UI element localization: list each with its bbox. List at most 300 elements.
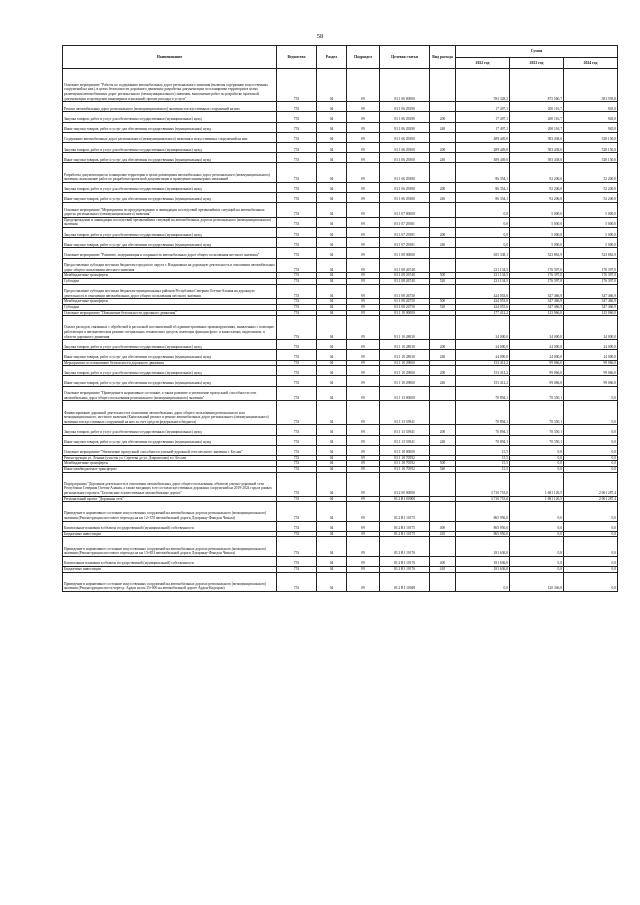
row-ved: 753 (277, 366, 317, 376)
row-sum-2022: 181 636,0 (456, 537, 510, 556)
row-expense-type: 240 (430, 122, 456, 132)
row-ved: 753 (277, 435, 317, 445)
row-sum-2022: 17 497,1 (456, 112, 510, 122)
row-sum-2022: 70 894,1 (456, 386, 510, 401)
row-podrazdel: 09 (347, 112, 380, 122)
table-row (63, 472, 618, 496)
row-razdel: 04 (317, 112, 347, 122)
row-sum-2023: 583 438,0 (510, 142, 564, 152)
row-ved: 753 (277, 228, 317, 238)
row-target-article: 03 1 08 26740 (380, 279, 430, 285)
table-row (63, 132, 618, 142)
header-name: Наименование (63, 46, 277, 69)
row-sum-2023: 70 350,1 (510, 386, 564, 401)
row-sum-2022: 0,0 (456, 217, 510, 227)
row-target-article: 03 2 R1 10176 (380, 567, 430, 573)
row-sum-2024: 945,0 (564, 112, 618, 122)
row-ved: 753 (277, 132, 317, 142)
row-expense-type (430, 102, 456, 112)
row-sum-2022: 15,5 (456, 455, 510, 461)
row-podrazdel: 09 (347, 340, 380, 350)
row-sum-2022: 231 134,5 (456, 258, 510, 273)
header-podrazdel: Подраздел (347, 46, 380, 69)
table-row (63, 112, 618, 122)
row-target-article: 03 1 06 00000 (380, 69, 430, 102)
row-sum-2022: 70 894,1 (456, 401, 510, 425)
row-sum-2023: 24 000,0 (510, 350, 564, 360)
row-podrazdel: 09 (347, 248, 380, 258)
row-razdel: 04 (317, 182, 347, 192)
row-name: Капитальные вложения в объекты государственной (муниципальной) собственности (63, 521, 277, 531)
row-sum-2023: 5 000,0 (510, 238, 564, 248)
row-sum-2024: 99 066,0 (564, 360, 618, 366)
row-razdel: 04 (317, 310, 347, 316)
table-row (63, 316, 618, 340)
row-expense-type (430, 284, 456, 299)
row-target-article: 03 1 10 29060 (380, 360, 430, 366)
row-ved: 753 (277, 203, 317, 218)
row-target-article: 03 1 07 29381 (380, 217, 430, 227)
table-row (63, 376, 618, 386)
row-sum-2024: 528 150,0 (564, 153, 618, 163)
row-target-article: 03 1 07 29381 (380, 238, 430, 248)
row-expense-type (430, 132, 456, 142)
row-target-article: 03 1 06 29290 (380, 102, 430, 112)
row-name: Закупка товаров, работ и услуг для обеспечения государственных (муниципальных) нужд (63, 340, 277, 350)
row-podrazdel: 09 (347, 472, 380, 496)
row-name: Реконструкция ул. Ленина (участок ул. Сергеева до ул. Дзарахохова) в г. Беслан (63, 455, 277, 461)
row-name: Приведение в нормативное состояние искусственных сооружений на автомобильных дорогах регионального (межмуниципального) значения (Реконструкция моста через р. Ардон на км 15+000 на автомобильной дороге Ардон-Кадгарон) (63, 572, 277, 591)
row-expense-type (430, 217, 456, 227)
header-sum: Сумма (456, 46, 618, 58)
row-sum-2024: 2 061 287,4 (564, 496, 618, 502)
row-expense-type (430, 386, 456, 401)
row-name: Закупка товаров, работ и услуг для обеспечения государственных (муниципальных) нужд (63, 425, 277, 435)
row-podrazdel: 09 (347, 310, 380, 316)
row-sum-2022: 15,5 (456, 445, 510, 455)
row-sum-2024: 176 397,0 (564, 273, 618, 279)
row-name: Межбюджетные трансферты (63, 461, 277, 467)
row-name: Иные закупки товаров, работ и услуг для обеспечения государственных (муниципальных) нужд (63, 435, 277, 445)
row-sum-2024: 0,0 (564, 502, 618, 521)
row-sum-2024: 0,0 (564, 531, 618, 537)
row-target-article: 03 1 07 29381 (380, 228, 430, 238)
row-ved: 753 (277, 537, 317, 556)
row-sum-2024: 523 863,9 (564, 248, 618, 258)
row-sum-2023: 523 863,9 (510, 248, 564, 258)
row-razdel: 04 (317, 163, 347, 182)
header-expense-type: Вид расхода (430, 46, 456, 69)
table-row (63, 340, 618, 350)
row-razdel: 04 (317, 572, 347, 591)
row-expense-type: 410 (430, 567, 456, 573)
table-row (63, 572, 618, 591)
row-sum-2022: 153 412,2 (456, 360, 510, 366)
table-row (63, 445, 618, 455)
row-sum-2022: 865 956,0 (456, 531, 510, 537)
row-target-article: 03 2 R1 10048 (380, 572, 430, 591)
row-expense-type (430, 502, 456, 521)
row-expense-type: 200 (430, 182, 456, 192)
row-expense-type: 500 (430, 461, 456, 467)
row-sum-2023: 0,0 (510, 556, 564, 566)
row-razdel: 04 (317, 445, 347, 455)
row-sum-2023: 0,0 (510, 521, 564, 531)
row-name: Основное мероприятие "Работы по содержанию автомобильных дорог регионального значения (включая содержание искусственных сооружений на них), в целях безопасности дорожного движения; разработка документации по планировке территории в целях размещения автомобильных дорог регионального (межмуниципального) значения, выполнение работ по разработке проектной документации и проведение инженерных изысканий; прочие расходы и услуги" (63, 69, 277, 102)
row-ved: 753 (277, 496, 317, 502)
row-sum-2024: 0,0 (564, 567, 618, 573)
row-sum-2022: 181 636,0 (456, 556, 510, 566)
row-razdel: 04 (317, 521, 347, 531)
row-razdel: 04 (317, 350, 347, 360)
row-sum-2024: 347 466,9 (564, 299, 618, 305)
row-sum-2024: 0,0 (564, 386, 618, 401)
row-ved: 753 (277, 299, 317, 305)
row-expense-type: 200 (430, 112, 456, 122)
row-expense-type: 240 (430, 192, 456, 202)
row-sum-2024: 0,0 (564, 467, 618, 473)
row-sum-2022: 655 338,1 (456, 248, 510, 258)
row-sum-2023: 70 350,1 (510, 401, 564, 425)
row-razdel: 04 (317, 472, 347, 496)
row-ved: 753 (277, 467, 317, 473)
row-razdel: 04 (317, 340, 347, 350)
row-sum-2024: 0,0 (564, 572, 618, 591)
row-podrazdel: 09 (347, 350, 380, 360)
row-ved: 753 (277, 122, 317, 132)
row-target-article: 03 2 R1 00000 (380, 496, 430, 502)
row-ved: 753 (277, 556, 317, 566)
row-sum-2023: 176 397,0 (510, 273, 564, 279)
row-expense-type: 400 (430, 556, 456, 566)
table-row (63, 386, 618, 401)
row-sum-2022: 70 894,1 (456, 435, 510, 445)
row-sum-2023: 176 397,0 (510, 279, 564, 285)
table-row (63, 228, 618, 238)
row-ved: 753 (277, 69, 317, 102)
row-podrazdel: 09 (347, 537, 380, 556)
table-row (63, 435, 618, 445)
row-razdel: 04 (317, 305, 347, 311)
row-sum-2024: 52 200,0 (564, 163, 618, 182)
row-razdel: 04 (317, 376, 347, 386)
header-target-article: Целевая статья (380, 46, 430, 69)
row-name: Оплата расходов, связанных с обработкой и рассылкой постановлений об административных правонарушениях, выявленных с помощью работающих в автоматическом режиме специальных технических средств, имеющих функции фото- и киносъемки, видеозаписи, в области дорожного движения (63, 316, 277, 340)
row-target-article: 03 1 13 53941 (380, 425, 430, 435)
row-name: Закупка товаров, работ и услуг для обеспечения государственных (муниципальных) нужд (63, 182, 277, 192)
table-row (63, 122, 618, 132)
row-target-article: 03 1 08 00000 (380, 248, 430, 258)
row-sum-2024: 528 150,0 (564, 132, 618, 142)
header-year-2022: 2022 год (456, 58, 510, 69)
row-target-article: 03 1 10 28030 (380, 350, 430, 360)
row-sum-2023: 70 350,1 (510, 425, 564, 435)
row-razdel: 04 (317, 279, 347, 285)
table-row (63, 192, 618, 202)
row-name: Предоставление субсидии местным бюджетам муниципальных районов Республики Северная Осетия-Алания на дорожную деятельность в отношении автомобильных дорог общего пользования местного значения (63, 284, 277, 299)
row-sum-2023: 123 066,0 (510, 310, 564, 316)
row-target-article: 03 1 06 29380 (380, 182, 430, 192)
row-sum-2024: 24 000,0 (564, 340, 618, 350)
table-row (63, 248, 618, 258)
row-sum-2024: 52 200,0 (564, 182, 618, 192)
row-razdel: 04 (317, 360, 347, 366)
row-expense-type (430, 69, 456, 102)
row-name: Предоставление субсидии местным бюджетам городского округа г. Владикавказ на дорожную деятельность в отношении автомобильных дорог общего пользования местного значения (63, 258, 277, 273)
row-podrazdel: 09 (347, 163, 380, 182)
row-expense-type (430, 248, 456, 258)
row-ved: 753 (277, 316, 317, 340)
row-name: Подпрограмма "Дорожная деятельность в отношении автомобильных дорог общего пользования, объектов улично-дорожной сети Республики Северная Осетия-Алания, а также входящих в ее состав искусственных дорожных сооружений на 2019-2024 годы в рамках регионального проекта "Безопасные и качественные автомобильные дороги" (63, 472, 277, 496)
table-row (63, 350, 618, 360)
row-podrazdel: 09 (347, 182, 380, 192)
row-podrazdel: 09 (347, 556, 380, 566)
row-sum-2024: 0,0 (564, 461, 618, 467)
row-razdel: 04 (317, 203, 347, 218)
header-razdel: Раздел (317, 46, 347, 69)
row-podrazdel: 09 (347, 386, 380, 401)
row-razdel: 04 (317, 496, 347, 502)
row-podrazdel: 09 (347, 153, 380, 163)
row-sum-2022: 231 134,5 (456, 279, 510, 285)
row-expense-type (430, 163, 456, 182)
row-target-article: 03 1 06 29380 (380, 163, 430, 182)
row-expense-type: 240 (430, 153, 456, 163)
row-target-article: 03 1 08 26750 (380, 305, 430, 311)
row-podrazdel: 09 (347, 122, 380, 132)
row-razdel: 04 (317, 273, 347, 279)
row-name: Мероприятия по повышению безопасности дорожного движения (63, 360, 277, 366)
row-razdel: 04 (317, 284, 347, 299)
row-podrazdel: 09 (347, 461, 380, 467)
header-ved: Ведомство (277, 46, 317, 69)
row-sum-2022: 424 053,6 (456, 305, 510, 311)
header-year-2023: 2023 год (510, 58, 564, 69)
row-sum-2023: 5 000,0 (510, 228, 564, 238)
row-sum-2022: 865 956,0 (456, 502, 510, 521)
row-razdel: 04 (317, 192, 347, 202)
row-sum-2023: 0,0 (510, 537, 564, 556)
table-row (63, 163, 618, 182)
row-name: Иные закупки товаров, работ и услуг для обеспечения государственных (муниципальных) нужд (63, 350, 277, 360)
row-sum-2022: 153 412,2 (456, 376, 510, 386)
row-ved: 753 (277, 112, 317, 122)
row-name: Разработка документации по планировке территории в целях размещения автомобильных дорог регионального (межмуниципального) значения, выполнение работ по разработке проектной документации и проведение инженерных изысканий (63, 163, 277, 182)
row-sum-2024: 347 466,9 (564, 284, 618, 299)
row-razdel: 04 (317, 425, 347, 435)
row-name: Субсидии (63, 305, 277, 311)
row-ved: 753 (277, 305, 317, 311)
row-sum-2023: 0,0 (510, 455, 564, 461)
row-name: Иные закупки товаров, работ и услуг для обеспечения государственных (муниципальных) нужд (63, 192, 277, 202)
table-row (63, 502, 618, 521)
table-row (63, 217, 618, 227)
row-name: Основное мероприятие "Развитие, модернизация и сохранность автомобильных дорог общего пользования местного значения" (63, 248, 277, 258)
row-podrazdel: 09 (347, 305, 380, 311)
row-podrazdel: 09 (347, 502, 380, 521)
row-podrazdel: 09 (347, 401, 380, 425)
row-target-article: 03 1 06 29300 (380, 132, 430, 142)
row-sum-2023: 99 066,0 (510, 376, 564, 386)
row-sum-2024: 5 000,0 (564, 228, 618, 238)
row-expense-type: 410 (430, 531, 456, 537)
row-sum-2023: 200 116,7 (510, 122, 564, 132)
table-row (63, 521, 618, 531)
row-name: Закупка товаров, работ и услуг для обеспечения государственных (муниципальных) нужд (63, 228, 277, 238)
row-sum-2022: 70 894,1 (456, 425, 510, 435)
row-razdel: 04 (317, 122, 347, 132)
row-sum-2024: 5 000,0 (564, 217, 618, 227)
row-razdel: 04 (317, 567, 347, 573)
row-name: Приведение в нормативное состояние искусственных сооружений на автомобильных дорогах регионального (межмуниципального) значения (Реконструкция мостового перехода на км 12+370 автомобильной дороги Дзуарикау-Фиагдон Чикола) (63, 502, 277, 521)
row-expense-type (430, 445, 456, 455)
row-expense-type: 240 (430, 435, 456, 445)
row-target-article: 03 1 18 70592 (380, 461, 430, 467)
row-ved: 753 (277, 102, 317, 112)
row-podrazdel: 09 (347, 425, 380, 435)
row-podrazdel: 09 (347, 142, 380, 152)
row-razdel: 04 (317, 228, 347, 238)
row-expense-type: 200 (430, 142, 456, 152)
table-row (63, 69, 618, 102)
row-razdel: 04 (317, 102, 347, 112)
row-target-article: 03 1 10 29060 (380, 376, 430, 386)
row-sum-2023: 92 206,0 (510, 192, 564, 202)
row-expense-type (430, 316, 456, 340)
row-expense-type: 200 (430, 425, 456, 435)
row-sum-2022: 86 354,1 (456, 192, 510, 202)
row-sum-2023: 347 466,9 (510, 299, 564, 305)
row-podrazdel: 09 (347, 217, 380, 227)
row-podrazdel: 09 (347, 496, 380, 502)
row-razdel: 04 (317, 142, 347, 152)
row-sum-2023: 200 116,7 (510, 112, 564, 122)
row-sum-2022: 0,0 (456, 203, 510, 218)
row-expense-type: 200 (430, 340, 456, 350)
row-sum-2022: 0,0 (456, 238, 510, 248)
row-sum-2022: 15,5 (456, 461, 510, 467)
row-expense-type: 520 (430, 279, 456, 285)
row-name: Содержание автомобильных дорог регионального (межмуниципального) значения и искусственных сооружений на них (63, 132, 277, 142)
row-expense-type: 520 (430, 305, 456, 311)
row-name: Закупка товаров, работ и услуг для обеспечения государственных (муниципальных) нужд (63, 366, 277, 376)
row-target-article: 03 1 06 29300 (380, 142, 430, 152)
row-ved: 753 (277, 572, 317, 591)
row-name: Бюджетные инвестиции (63, 567, 277, 573)
budget-table (62, 45, 618, 592)
row-razdel: 04 (317, 537, 347, 556)
row-sum-2023: 347 466,9 (510, 305, 564, 311)
row-ved: 753 (277, 376, 317, 386)
row-sum-2023: 92 206,0 (510, 182, 564, 192)
row-sum-2024: 0,0 (564, 556, 618, 566)
row-name: Ремонт автомобильных дорог регионального (межмуниципального) значения и искусственных сооружений на них (63, 102, 277, 112)
row-name: Основное мероприятие "Повышение безопасности дорожного движения" (63, 310, 277, 316)
row-ved: 753 (277, 386, 317, 401)
table-row (63, 182, 618, 192)
row-expense-type: 500 (430, 273, 456, 279)
row-sum-2023: 92 206,0 (510, 163, 564, 182)
row-sum-2023: 0,0 (510, 531, 564, 537)
row-target-article: 03 1 08 26740 (380, 258, 430, 273)
row-ved: 753 (277, 455, 317, 461)
row-expense-type (430, 572, 456, 591)
row-target-article: 03 1 18 00000 (380, 445, 430, 455)
row-sum-2022: 0,0 (456, 228, 510, 238)
row-ved: 753 (277, 217, 317, 227)
row-sum-2022: 86 354,1 (456, 163, 510, 182)
row-sum-2024: 99 066,0 (564, 366, 618, 376)
row-podrazdel: 09 (347, 445, 380, 455)
row-sum-2022: 86 354,1 (456, 182, 510, 192)
row-sum-2024: 945,0 (564, 102, 618, 112)
row-podrazdel: 09 (347, 273, 380, 279)
row-sum-2023: 583 438,0 (510, 132, 564, 142)
row-ved: 753 (277, 340, 317, 350)
row-target-article: 03 1 13 53941 (380, 401, 430, 425)
row-sum-2023: 5 000,0 (510, 217, 564, 227)
table-row (63, 284, 618, 299)
row-target-article: 03 1 06 29290 (380, 122, 430, 132)
row-target-article: 03 1 06 29300 (380, 153, 430, 163)
row-razdel: 04 (317, 556, 347, 566)
row-ved: 753 (277, 248, 317, 258)
table-row (63, 102, 618, 112)
row-razdel: 04 (317, 217, 347, 227)
row-podrazdel: 09 (347, 299, 380, 305)
table-row (63, 238, 618, 248)
row-sum-2023: 176 397,0 (510, 258, 564, 273)
row-sum-2022: 0,0 (456, 572, 510, 591)
row-sum-2022: 424 053,6 (456, 284, 510, 299)
row-sum-2022: 489 449,0 (456, 132, 510, 142)
row-expense-type (430, 258, 456, 273)
row-razdel: 04 (317, 248, 347, 258)
row-name: Бюджетные инвестиции (63, 531, 277, 537)
row-sum-2024: 123 066,0 (564, 310, 618, 316)
row-ved: 753 (277, 401, 317, 425)
row-sum-2022: 593 328,2 (456, 69, 510, 102)
row-sum-2022: 3 710 753,0 (456, 496, 510, 502)
row-expense-type: 240 (430, 376, 456, 386)
row-target-article: 03 1 07 00000 (380, 203, 430, 218)
row-sum-2023: 120 346,0 (510, 572, 564, 591)
row-sum-2023: 1 681 126,5 (510, 496, 564, 502)
row-target-article: 03 1 06 29380 (380, 192, 430, 202)
row-razdel: 04 (317, 238, 347, 248)
row-target-article: 03 1 13 53941 (380, 435, 430, 445)
row-target-article: 03 1 08 26740 (380, 273, 430, 279)
row-razdel: 04 (317, 69, 347, 102)
row-sum-2024: 0,0 (564, 445, 618, 455)
row-podrazdel: 09 (347, 435, 380, 445)
row-target-article: 03 1 18 70592 (380, 455, 430, 461)
header-year-2024: 2024 год (564, 58, 618, 69)
row-name: Межбюджетные трансферты (63, 273, 277, 279)
row-expense-type: 540 (430, 467, 456, 473)
row-razdel: 04 (317, 455, 347, 461)
row-expense-type: 240 (430, 350, 456, 360)
row-sum-2024: 0,0 (564, 521, 618, 531)
row-sum-2022: 231 134,5 (456, 273, 510, 279)
row-sum-2023: 5 000,0 (510, 203, 564, 218)
row-name: Иные закупки товаров, работ и услуг для обеспечения государственных (муниципальных) нужд (63, 238, 277, 248)
row-podrazdel: 09 (347, 132, 380, 142)
row-ved: 753 (277, 531, 317, 537)
row-sum-2023: 99 066,0 (510, 366, 564, 376)
row-sum-2023: 200 116,7 (510, 102, 564, 112)
row-razdel: 04 (317, 461, 347, 467)
